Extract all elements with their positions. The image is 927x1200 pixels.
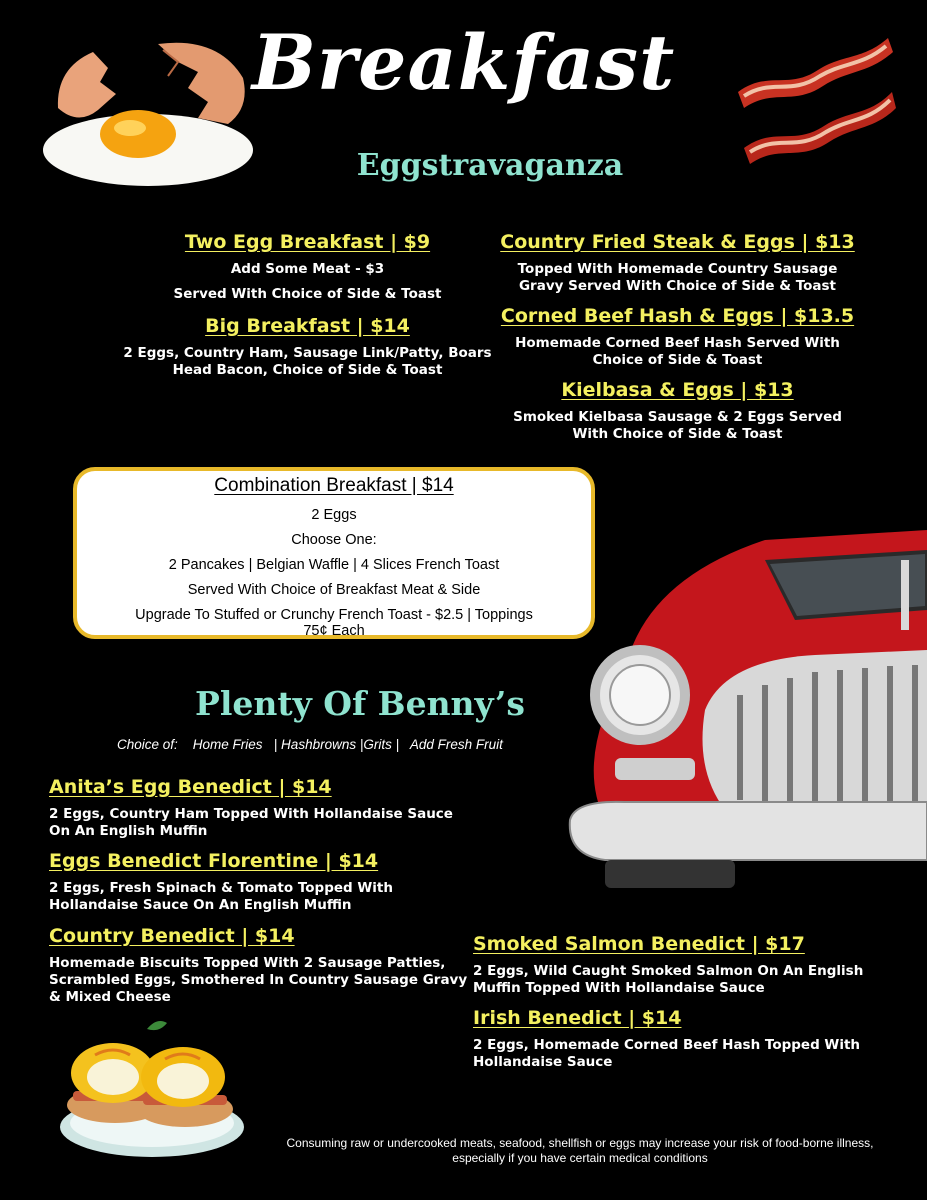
item-desc: 2 Eggs, Fresh Spinach & Tomato Topped With Hollandaise Sauce On An English Muffin [49, 880, 393, 913]
item-desc: 2 Eggs, Wild Caught Smoked Salmon On An English Muffin Topped With Hollandaise Sauce [473, 963, 864, 996]
item-desc: Add Some Meat - $3 [230, 261, 385, 277]
combo-line: Choose One: [291, 532, 377, 548]
item-title: Two Egg Breakfast | $9 [184, 231, 431, 253]
item-title: Kielbasa & Eggs | $13 [561, 379, 794, 401]
combo-line: 2 Pancakes | Belgian Waffle | 4 Slices French Toast [168, 557, 500, 573]
combo-line: Upgrade To Stuffed or Crunchy French Toast - $2.5 | Toppings 75¢ Each [135, 607, 533, 639]
side-choice-text: Choice of: Home Fries | Hashbrowns |Grits | Add Fresh Fruit [117, 737, 503, 752]
combo-line: 2 Eggs [311, 507, 357, 523]
section-title-eggstravaganza: Eggstravaganza [356, 148, 624, 183]
section-title-bennys: Plenty Of Benny’s [195, 684, 525, 723]
item-desc: 2 Eggs, Country Ham Topped With Hollandaise Sauce On An English Muffin [49, 806, 453, 839]
bacon-icon [728, 30, 898, 180]
menu-item-kielbasa [490, 379, 865, 443]
item-desc: Homemade Corned Beef Hash Served With Choice of Side & Toast [515, 335, 840, 368]
combo-line: Served With Choice of Breakfast Meat & Side [187, 582, 481, 598]
menu-item-country-benedict [49, 925, 469, 1006]
item-title: Smoked Salmon Benedict | $17 [473, 933, 805, 955]
menu-item-corned-beef [490, 305, 865, 369]
item-title: Country Fried Steak & Eggs | $13 [500, 231, 855, 253]
item-desc: Homemade Biscuits Topped With 2 Sausage Patties, Scrambled Eggs, Smothered In Country Sausage Gravy & Mixed Cheese [49, 955, 468, 1005]
cracked-egg-icon [38, 38, 258, 188]
menu-item-salmon [473, 933, 873, 997]
item-desc: 2 Eggs, Homemade Corned Beef Hash Topped With Hollandaise Sauce [473, 1037, 861, 1070]
eggs-benedict-icon [55, 1015, 250, 1160]
vintage-car-icon [565, 520, 927, 900]
menu-item-country-fried [490, 231, 865, 295]
item-title: Country Benedict | $14 [49, 925, 295, 947]
menu-item-two-egg [120, 231, 495, 303]
item-desc: Served With Choice of Side & Toast [173, 286, 442, 302]
menu-item-florentine [49, 850, 469, 914]
item-title: Anita’s Egg Benedict | $14 [49, 776, 332, 798]
item-title: Corned Beef Hash & Eggs | $13.5 [500, 305, 855, 327]
combo-card [73, 467, 595, 639]
item-desc: Topped With Homemade Country Sausage Gravy Served With Choice of Side & Toast [517, 261, 838, 294]
footer-disclaimer: Consuming raw or undercooked meats, seafood, shellfish or eggs may increase your risk of food-borne illness, especially if you have certain medical conditions [286, 1136, 874, 1165]
item-title: Eggs Benedict Florentine | $14 [49, 850, 379, 872]
page-title: Breakfast [251, 18, 676, 107]
item-desc: Smoked Kielbasa Sausage & 2 Eggs Served With Choice of Side & Toast [513, 409, 842, 442]
item-title: Big Breakfast | $14 [205, 315, 410, 337]
item-title: Irish Benedict | $14 [473, 1007, 682, 1029]
combo-title: Combination Breakfast | $14 [214, 475, 454, 496]
menu-item-anita [49, 776, 469, 840]
menu-item-irish [473, 1007, 873, 1071]
menu-item-big-breakfast [120, 315, 495, 379]
item-desc: 2 Eggs, Country Ham, Sausage Link/Patty, Boars Head Bacon, Choice of Side & Toast [123, 345, 492, 378]
